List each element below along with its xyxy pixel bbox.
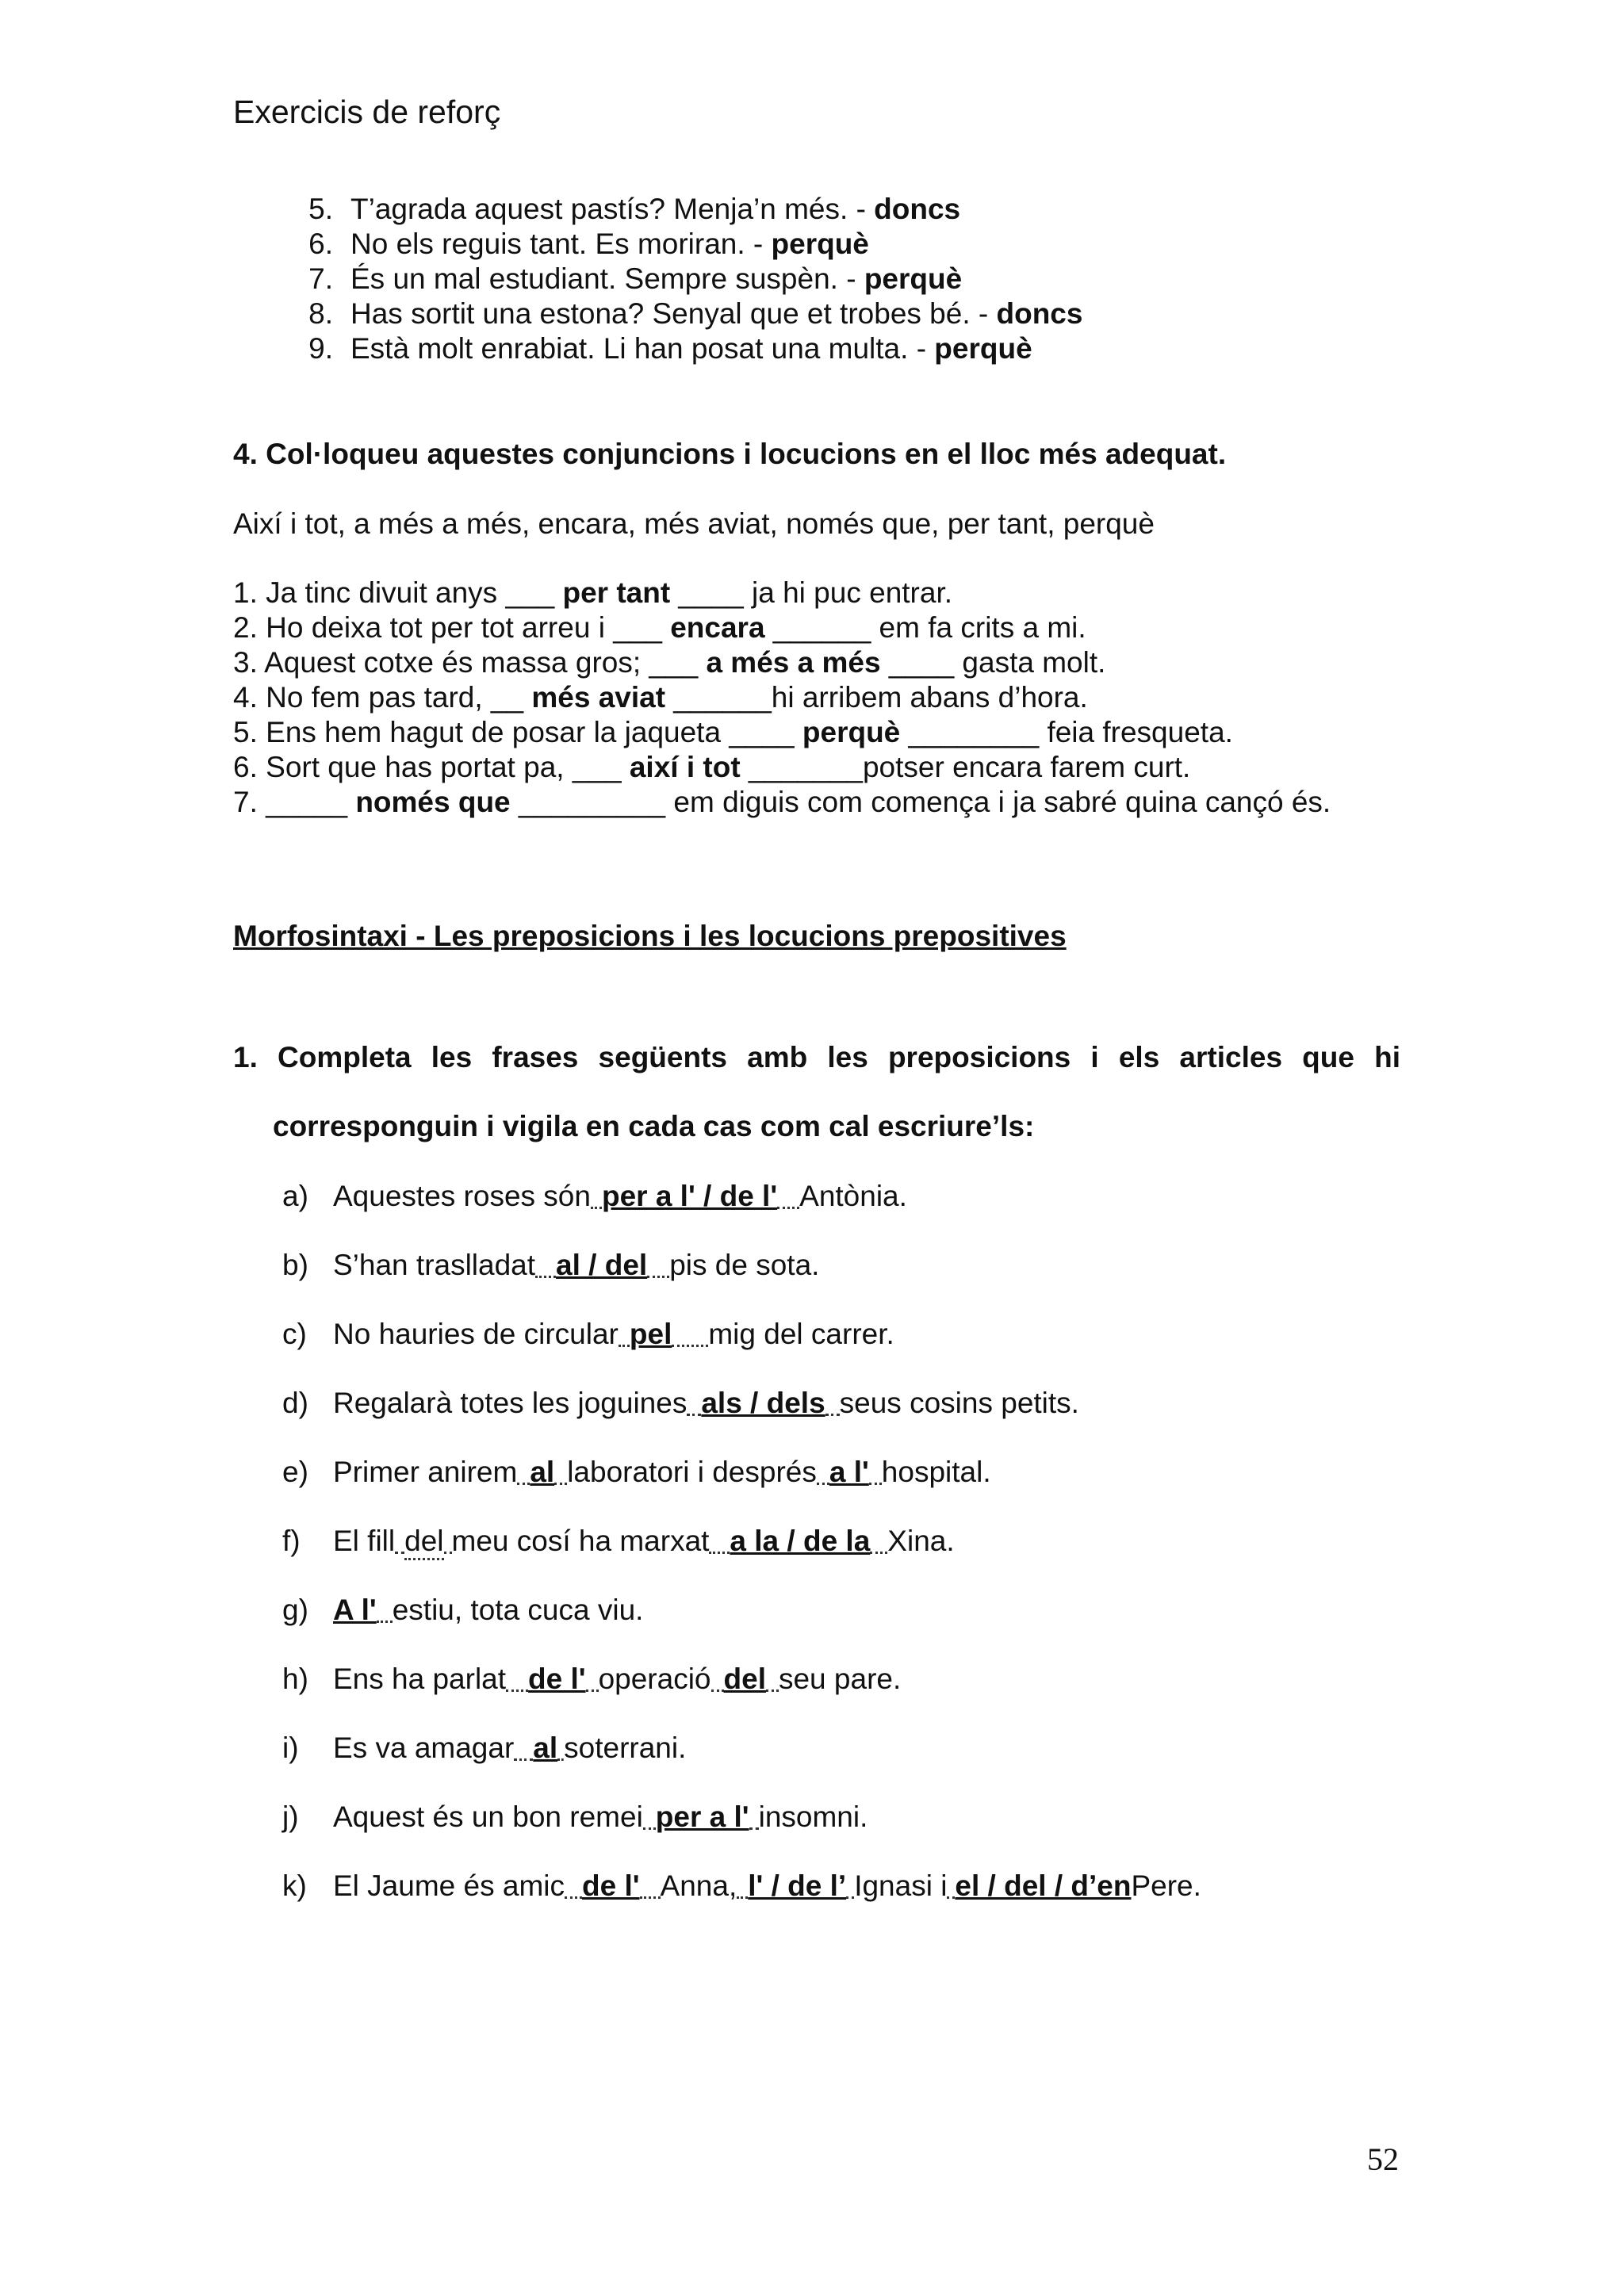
- item-answer: al: [530, 1456, 555, 1488]
- exercise-item: 2. Ho deixa tot per tot arreu i ___ encara ______ em fa crits a mi.: [233, 611, 1086, 644]
- item-answer: a més a més: [706, 646, 881, 679]
- item-text: És un mal estudiant. Sempre suspèn. - perquè: [350, 262, 963, 295]
- exercise-4-list: [233, 576, 1331, 820]
- item-answer: al: [533, 1732, 558, 1764]
- item-answer: A l': [333, 1594, 377, 1626]
- item-answer: del: [723, 1663, 766, 1695]
- item-answer: perquè: [771, 228, 869, 260]
- item-answer: per a l': [655, 1800, 749, 1833]
- exercise-1-list: [282, 1180, 1201, 1938]
- item-answer: doncs: [996, 297, 1083, 330]
- exercise-item: e) Primer anirem al laboratori i després a l' hospital.: [282, 1456, 991, 1488]
- exercise-item: k) El Jaume és amic de l' Anna, l' / de l’ Ignasi i el / del / d’en Pere.: [282, 1869, 1201, 1902]
- exercise-1-title-line1: 1. Completa les frases següents amb les preposicions i els articles que hi: [233, 1041, 1400, 1073]
- item-answer: l' / de l’: [748, 1869, 847, 1902]
- list-item: [278, 297, 1082, 331]
- item-answer: pel: [629, 1318, 672, 1350]
- list-item: [278, 331, 1082, 366]
- item-answer: el / del / d’en: [955, 1869, 1132, 1902]
- item-answer: perquè: [934, 332, 1032, 365]
- item-answer: perquè: [802, 716, 901, 748]
- item-text: Has sortit una estona? Senyal que et trobes bé. - doncs: [350, 297, 1083, 330]
- list-item: [278, 192, 1082, 227]
- item-answer: així i tot: [629, 751, 741, 783]
- item-number: 6.: [308, 228, 333, 260]
- exercise-item: 3. Aquest cotxe és massa gros; ___ a més a més ____ gasta molt.: [233, 646, 1106, 679]
- exercise-item: b) S’han traslladat al / del pis de sota.: [282, 1249, 820, 1281]
- exercise-item: a) Aquestes roses són per a l' / de l' Antònia.: [282, 1180, 907, 1212]
- exercise-1-title-line2: corresponguin i vigila en cada cas com cal escriure’ls:: [273, 1110, 1035, 1142]
- list-item: [278, 227, 1082, 262]
- item-answer: de l': [528, 1663, 586, 1695]
- item-answer: per a l' / de l': [601, 1180, 778, 1212]
- item-number: 7.: [308, 262, 333, 295]
- item-answer: encara: [670, 611, 765, 644]
- exercise-item: 1. Ja tinc divuit anys ___ per tant ____ ja hi puc entrar.: [233, 576, 953, 609]
- previous-exercise-list: [278, 192, 1082, 366]
- item-text: No els reguis tant. Es moriran. - perquè: [350, 228, 869, 260]
- exercise-item: c) No hauries de circular pel mig del carrer.: [282, 1318, 894, 1350]
- item-answer: perquè: [864, 262, 963, 295]
- item-answer: al / del: [556, 1249, 648, 1281]
- item-answer: per tant: [562, 576, 671, 609]
- section-heading: Morfosintaxi - Les preposicions i les locucions prepositives: [233, 920, 1067, 952]
- exercise-item: i) Es va amagar al soterrani.: [282, 1732, 687, 1764]
- item-answer: a l': [829, 1456, 869, 1488]
- item-text: Està molt enrabiat. Li han posat una multa. - perquè: [350, 332, 1032, 365]
- item-answer: a la / de la: [730, 1525, 871, 1557]
- exercise-item: d) Regalarà totes les joguines als / dels seus cosins petits.: [282, 1387, 1079, 1419]
- exercise-item: j) Aquest és un bon remei per a l' insomni.: [282, 1800, 868, 1833]
- exercise-item: h) Ens ha parlat de l' operació del seu pare.: [282, 1663, 902, 1695]
- exercise-item: g) A l' estiu, tota cuca viu.: [282, 1594, 644, 1626]
- exercise-item: 6. Sort que has portat pa, ___ així i tot _______potser encara farem curt.: [233, 751, 1191, 783]
- item-text: T’agrada aquest pastís? Menja’n més. - doncs: [350, 193, 961, 225]
- exercise-4-title: 4. Col·loqueu aquestes conjuncions i locucions en el lloc més adequat.: [233, 438, 1227, 470]
- item-answer: només que: [355, 786, 511, 818]
- item-answer: als / dels: [701, 1387, 825, 1419]
- item-number: 8.: [308, 297, 333, 330]
- word-bank: Així i tot, a més a més, encara, més aviat, només que, per tant, perquè: [233, 507, 1155, 540]
- exercise-item: 7. _____ només que _________ em diguis com comença i ja sabré quina cançó és.: [233, 786, 1331, 818]
- item-number: 5.: [308, 193, 333, 225]
- list-item: [278, 262, 1082, 297]
- item-answer: més aviat: [531, 681, 666, 714]
- page-header: Exercicis de reforç: [233, 94, 501, 130]
- item-number: 9.: [308, 332, 333, 365]
- exercise-item: 5. Ens hem hagut de posar la jaqueta ____ perquè ________ feia fresqueta.: [233, 716, 1233, 748]
- exercise-item: 4. No fem pas tard, __ més aviat ______hi arribem abans d’hora.: [233, 681, 1088, 714]
- page-number: 52: [1367, 2141, 1399, 2177]
- item-answer: de l': [582, 1869, 640, 1902]
- exercise-item: f) El fill del meu cosí ha marxat a la / de la Xina.: [282, 1525, 1201, 1594]
- item-answer: doncs: [874, 193, 961, 225]
- item-answer: del: [404, 1525, 443, 1560]
